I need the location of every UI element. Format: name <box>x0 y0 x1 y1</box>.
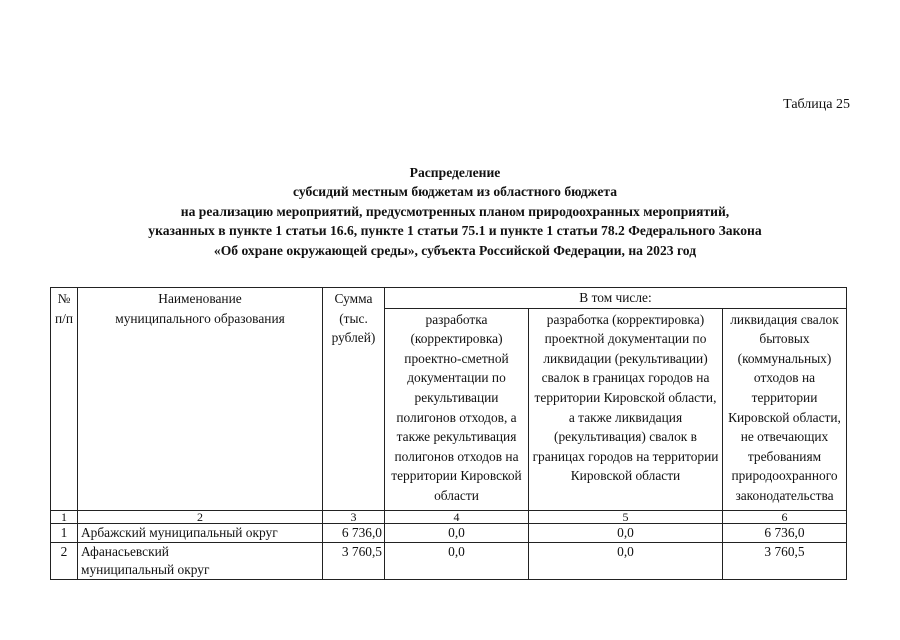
column-number: 1 <box>51 510 78 523</box>
column-number: 5 <box>529 510 723 523</box>
row-col5: 0,0 <box>529 542 723 579</box>
header-sum: Сумма (тыс. рублей) <box>323 288 385 511</box>
row-num: 1 <box>51 523 78 542</box>
column-number: 3 <box>323 510 385 523</box>
column-number: 2 <box>78 510 323 523</box>
row-num: 2 <box>51 542 78 579</box>
heading-line-4: указанных в пункте 1 статьи 16.6, пункте 1 статьи 75.1 и пункте 1 статьи 78.2 Федерального Закона <box>148 223 762 239</box>
row-name: Афанасьевский муниципальный округ <box>78 542 323 579</box>
column-number: 4 <box>385 510 529 523</box>
subsidy-table <box>50 287 847 580</box>
row-col4: 0,0 <box>385 542 529 579</box>
row-col5: 0,0 <box>529 523 723 542</box>
header-including: В том числе: <box>385 288 847 309</box>
row-sum: 6 736,0 <box>323 523 385 542</box>
heading-line-3: на реализацию мероприятий, предусмотренных планом природоохранных мероприятий, <box>180 203 730 219</box>
heading-line-2: субсидий местным бюджетам из областного бюджета <box>292 184 618 200</box>
header-num: № п/п <box>51 288 78 511</box>
header-name: Наименование муниципального образования <box>78 288 323 511</box>
row-sum: 3 760,5 <box>323 542 385 579</box>
heading-line-1: Распределение <box>409 165 501 180</box>
column-number-row <box>51 510 847 523</box>
row-name: Арбажский муниципальный округ <box>78 523 323 542</box>
table-row <box>51 542 847 579</box>
header-col6: ликвидация свалок бытовых (коммунальных) отходов на территории Кировской области, не отвечающих требованиям природоохранного законодательства <box>723 308 847 510</box>
column-number: 6 <box>723 510 847 523</box>
header-col4: разработка (корректировка) проектно-сметной документации по рекультивации полигонов отходов, а также рекультивация полигонов отходов на территории Кировской области <box>385 308 529 510</box>
row-col4: 0,0 <box>385 523 529 542</box>
row-col6: 6 736,0 <box>723 523 847 542</box>
table-number-label: Таблица 25 <box>783 97 850 112</box>
document-heading <box>60 163 850 260</box>
row-col6: 3 760,5 <box>723 542 847 579</box>
heading-line-5: «Об охране окружающей среды», субъекта Российской Федерации, на 2023 год <box>213 242 697 258</box>
header-col5: разработка (корректировка) проектной документации по ликвидации (рекультивации) свалок в границах городов на территории Кировской области, а также ликвидация (рекультивация) свалок в границах городов на территории Кировской области <box>529 308 723 510</box>
table-row <box>51 523 847 542</box>
